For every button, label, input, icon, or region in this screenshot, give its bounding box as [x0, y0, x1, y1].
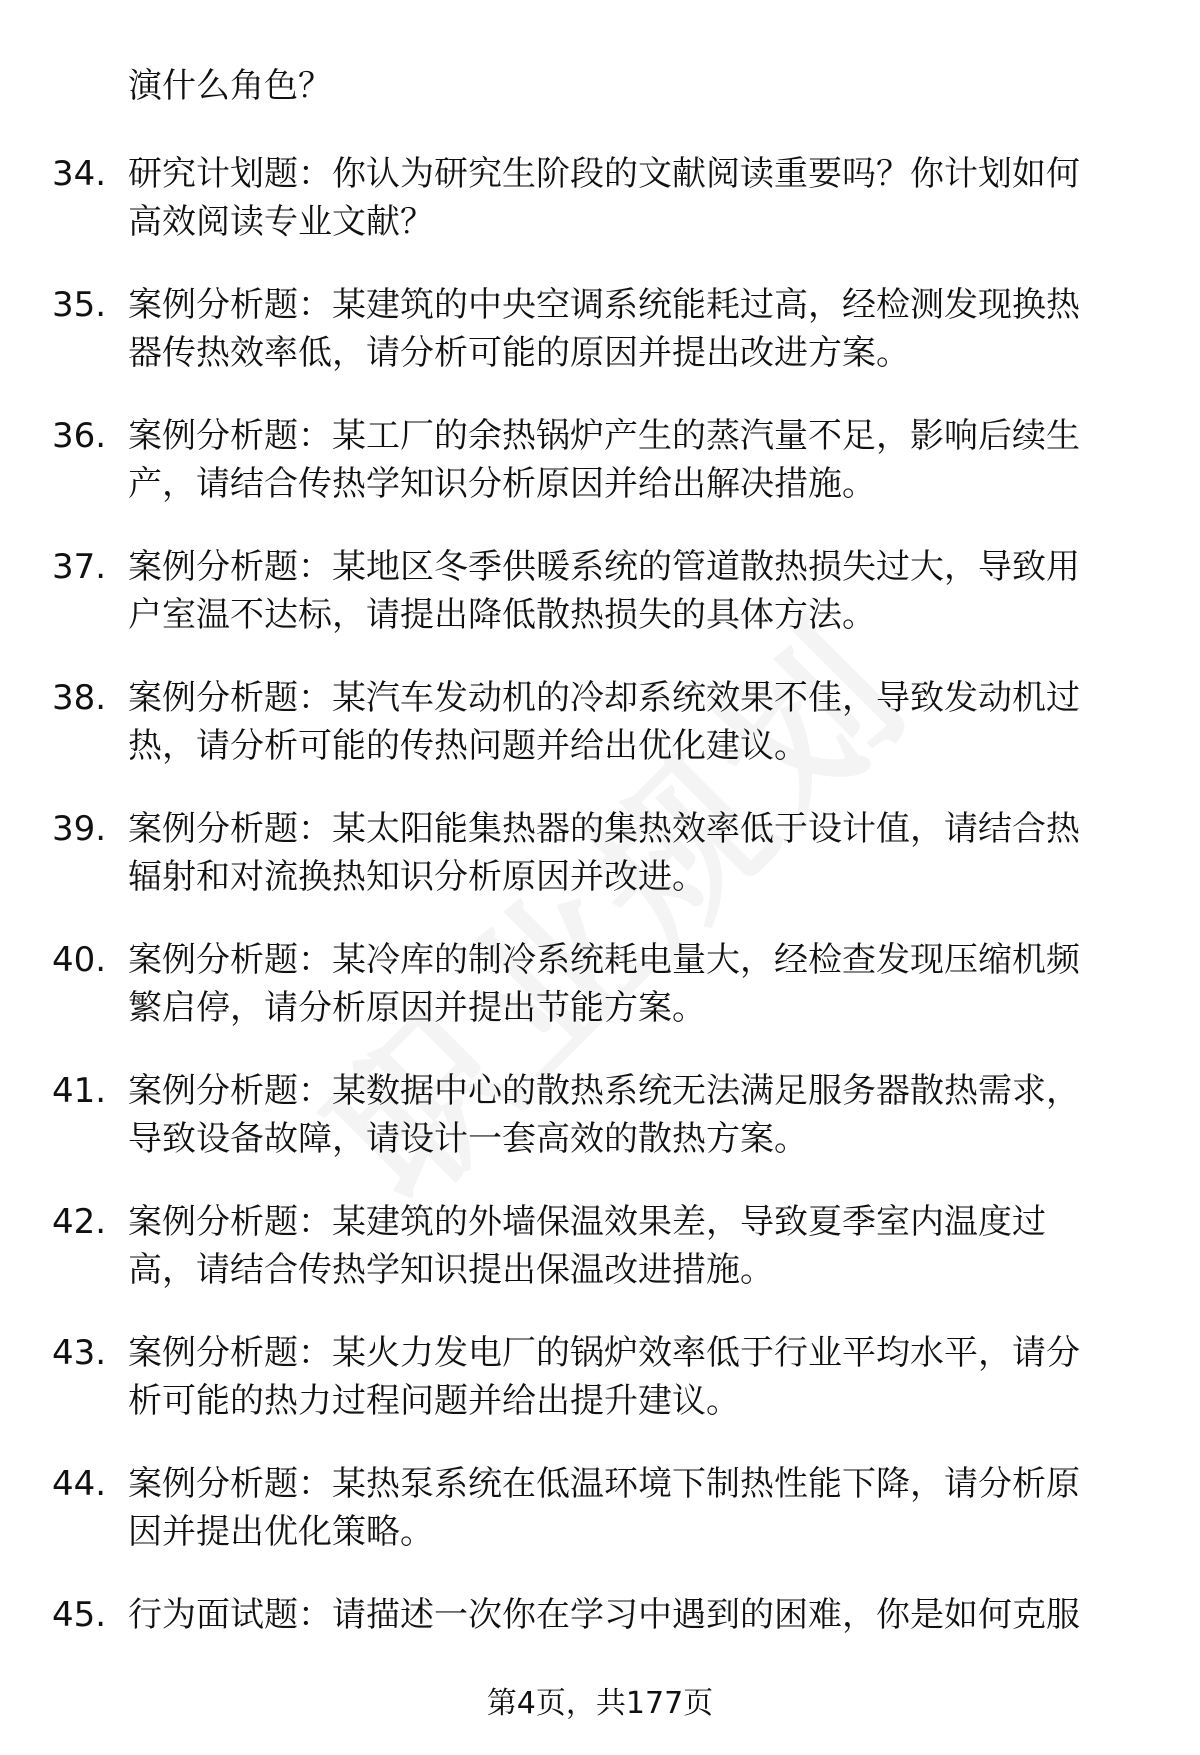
question-text-line: 案例分析题：某汽车发动机的冷却系统效果不佳，导致发动机过 [128, 678, 1080, 718]
question-text-line: 辐射和对流换热知识分析原因并改进。 [128, 857, 706, 897]
question-text-line: 繁启停，请分析原因并提出节能方案。 [128, 988, 706, 1028]
question-item [0, 281, 1200, 412]
question-text-line: 高，请结合传热学知识提出保温改进措施。 [128, 1250, 774, 1290]
question-text-line: 析可能的热力过程问题并给出提升建议。 [128, 1381, 740, 1421]
question-list [0, 150, 1200, 1722]
question-item [0, 1329, 1200, 1460]
question-item [0, 1067, 1200, 1198]
question-number: 38. [52, 678, 107, 718]
question-item [0, 150, 1200, 281]
question-text-line: 案例分析题：某太阳能集热器的集热效率低于设计值，请结合热 [128, 809, 1080, 849]
question-text-line: 器传热效率低，请分析可能的原因并提出改进方案。 [128, 333, 910, 373]
question-item [0, 674, 1200, 805]
question-number: 45. [52, 1595, 107, 1635]
question-number: 42. [52, 1202, 107, 1242]
question-number: 36. [52, 416, 107, 456]
question-item [0, 1460, 1200, 1591]
question-item [0, 1198, 1200, 1329]
question-text-line: 高效阅读专业文献？ [128, 202, 434, 242]
question-text-line: 研究计划题：你认为研究生阶段的文献阅读重要吗？你计划如何 [128, 154, 1080, 194]
question-text-line: 案例分析题：某建筑的中央空调系统能耗过高，经检测发现换热 [128, 285, 1080, 325]
question-text-line: 案例分析题：某工厂的余热锅炉产生的蒸汽量不足，影响后续生 [128, 416, 1080, 456]
page-footer: 第4页，共177页 [486, 1686, 714, 1721]
question-number: 43. [52, 1333, 107, 1373]
question-text-line: 因并提出优化策略。 [128, 1512, 434, 1552]
question-text-line: 产，请结合传热学知识分析原因并给出解决措施。 [128, 464, 876, 504]
question-text-line: 案例分析题：某地区冬季供暖系统的管道散热损失过大，导致用 [128, 547, 1080, 587]
question-number: 40. [52, 940, 107, 980]
question-item [0, 936, 1200, 1067]
question-item [0, 412, 1200, 543]
question-text-line: 导致设备故障，请设计一套高效的散热方案。 [128, 1119, 808, 1159]
question-number: 35. [52, 285, 107, 325]
question-text-line: 案例分析题：某热泵系统在低温环境下制热性能下降，请分析原 [128, 1464, 1080, 1504]
question-number: 37. [52, 547, 107, 587]
question-number: 39. [52, 809, 107, 849]
question-item [0, 805, 1200, 936]
question-text-line: 案例分析题：某数据中心的散热系统无法满足服务器散热需求， [128, 1071, 1080, 1111]
question-number: 41. [52, 1071, 107, 1111]
question-text-line: 热，请分析可能的传热问题并给出优化建议。 [128, 726, 808, 766]
question-text-line: 行为面试题：请描述一次你在学习中遇到的困难，你是如何克服 [128, 1595, 1080, 1635]
question-text-line: 案例分析题：某冷库的制冷系统耗电量大，经检查发现压缩机频 [128, 940, 1080, 980]
question-number: 44. [52, 1464, 107, 1504]
question-text-line: 案例分析题：某火力发电厂的锅炉效率低于行业平均水平，请分 [128, 1333, 1080, 1373]
question-item [0, 543, 1200, 674]
question-text-line: 户室温不达标，请提出降低散热损失的具体方法。 [128, 595, 876, 635]
question-number: 34. [52, 154, 107, 194]
question-text-line: 案例分析题：某建筑的外墙保温效果差，导致夏季室内温度过 [128, 1202, 1046, 1242]
continuation-text: 演什么角色？ [128, 66, 332, 106]
